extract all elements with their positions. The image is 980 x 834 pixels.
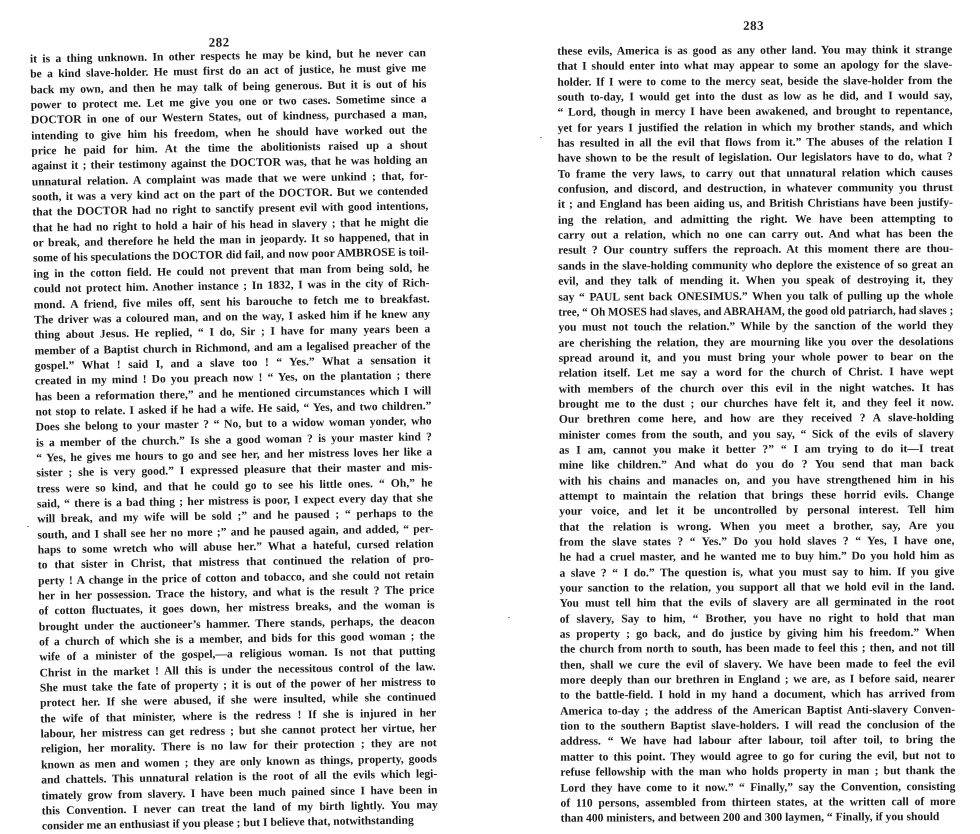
- text-line: “ Yes, he gives me hours to go and see her, and her mistress loves her like a: [36, 445, 433, 465]
- text-line: a slave ? “ I do.” The question is, what you must say to him. If you give: [559, 564, 955, 580]
- text-line: ing the relation, and admitting the right. We have been attempting to: [557, 211, 953, 227]
- text-line: you must not touch the relation.” While by the sanction of the world they: [558, 319, 954, 334]
- text-line: intending to give him his freedom, when he should have worked out the: [31, 123, 428, 143]
- text-line: be a kind slave-holder. He must first do an act of justice, he must give me: [30, 61, 427, 81]
- text-line: of cotton fluctuates, it goes down, her mistress breaks, and the woman is: [38, 598, 435, 618]
- text-line: She must take the fate of property ; it is out of the power of her mistress to: [39, 675, 436, 695]
- text-line: thing about Jesus. He replied, “ I do, Sir ; I have for many years been a: [34, 322, 431, 342]
- text-line: holder. If I were to come to the mercy seat, beside the slave-holder from the: [557, 73, 953, 89]
- text-line: or break, and therefore he held the man in jeopardy. It so happened, that in: [32, 230, 429, 250]
- text-line: then, shall we cure the evil of slavery. We have been made to feel the evil: [559, 656, 955, 672]
- text-line: against it ; their testimony against the DOCTOR was, that he was holding an: [31, 153, 428, 173]
- text-line: ing in the cotton field. He could not prevent that man from being sold, he: [33, 261, 430, 281]
- text-line: perty ! A change in the price of cotton and tobacco, and she could not retain: [38, 567, 435, 588]
- text-line: back my own, and then he may talk of being generous. But it is out of his: [30, 77, 427, 97]
- text-line: to the battle-field. I hold in my hand a document, which has arrived from: [560, 687, 956, 703]
- text-line: tress were so kind, and that he could go to see his little ones. “ Oh,” he: [36, 475, 433, 496]
- text-line: carry out a relation, which no one can carry out. And what has been the: [557, 227, 954, 242]
- text-line: more deeply than our brethren in England ; we are, as I before said, nearer: [559, 672, 955, 687]
- text-line: are cherishing the relation, they are mourning like you over the desolations: [558, 334, 954, 350]
- scan-speck: [27, 526, 29, 527]
- text-line: wife of a minister of the gospel,—a religious woman. Is not that putting: [39, 644, 436, 664]
- text-line: known as men and women ; they are only known as things, property, goods: [40, 752, 438, 772]
- text-line: religion, her morality. There is no law for their protection ; they are not: [40, 736, 437, 756]
- text-line: attempt to maintain the relation that brings these horrid evils. Change: [559, 487, 955, 503]
- text-line: of 110 persons, assembled from thirteen states, at the written call of more: [560, 794, 956, 810]
- text-line: spread around it, and you must bring your whole power to bear on the: [558, 349, 954, 365]
- page-number: 283: [743, 17, 765, 33]
- text-line: has been a reformation there,” and he mentioned circumstances which I will: [35, 383, 432, 404]
- text-line: from the slave states ? “ Yes.” Do you hold slaves ? “ Yes, I have one,: [559, 533, 955, 549]
- text-line: the wife of that minister, where is the redress ! If she is injured in her: [40, 706, 437, 726]
- text-line: tree, “ Oh MOSES had slaves, and ABRAHAM, the good old patriarch, had slaves ;: [558, 303, 954, 319]
- text-line: your sanction to the relation, you support all that we hold evil in the land.: [559, 580, 955, 595]
- text-line: sooth, it was a very kind act on the part of the DOCTOR. But we contended: [31, 184, 429, 204]
- text-line: south to-day, I would get into the dust as low as he did, and I would say,: [557, 89, 953, 104]
- text-line: this Convention. I never can treat the land of my birth lightly. You may: [41, 798, 438, 818]
- text-line: tion to the southern Baptist slave-holders. I will read the conclusion of the: [560, 718, 956, 733]
- text-line: You must tell him that the evils of slavery are all germinated in the root: [559, 595, 955, 611]
- text-line: Our brethren come here, and how are they received ? A slave-holding: [558, 411, 954, 426]
- text-line: refuse fellowship with the man who holds property in man ; but thank the: [560, 764, 956, 779]
- text-line: as I am, cannot you make it better ?” “ I am trying to do it—I treat: [558, 441, 954, 457]
- text-line: haps to some wretch who will abuse her.” What a hateful, cursed relation: [37, 537, 434, 557]
- text-line: could not protect him. Another instance ; In 1832, I was in the city of Rich-: [33, 276, 430, 296]
- text-line: created in my mind ! Do you preach now ! “ Yes, on the plantation ; there: [34, 368, 432, 388]
- text-line: relation itself. Let me say a word for the church of Christ. I have wept: [558, 365, 954, 380]
- text-line: sister ; she is very good.” I expressed pleasure that their master and mis-: [36, 460, 433, 480]
- text-line: Christ in the market ! All this is under the necessitous control of the law.: [39, 659, 436, 680]
- text-line: with members of the church over this evil in the night watches. It has: [558, 380, 954, 396]
- text-line: mond. A friend, five miles off, sent his barouche to fetch me to breakfast.: [33, 291, 430, 312]
- text-line: power to protect me. Let me give you one or two cases. Sometime since a: [30, 92, 427, 112]
- text-line: it ; and England has been aiding us, and British Christians have been justify-: [557, 196, 953, 212]
- text-line: brought under the auctioneer’s hammer. There stands, perhaps, the deacon: [38, 613, 435, 634]
- scan-speck: [508, 617, 510, 618]
- text-line: is a member of the church.” Is she a good woman ? is your master kind ?: [35, 429, 433, 450]
- text-line: DOCTOR in one of our Western States, out of kindness, purchased a man,: [30, 107, 427, 127]
- text-line: and chattels. This unnatural relation is the root of all the evils which legi-: [41, 767, 438, 787]
- text-line: evil, and they talk of mending it. When you speak of destroying it, they: [558, 273, 954, 288]
- text-line: has resulted in all the evil that flows from it.” The abuses of the relation I: [557, 135, 953, 150]
- text-line: not stop to relate. I asked if he had a wife. He said, “ Yes, and two children.”: [35, 399, 432, 419]
- text-line: that he had no right to hold a hair of his head in slavery ; that he might die: [32, 215, 429, 235]
- text-line: her in her possession. Trace the history, and what is the result ? The price: [38, 583, 435, 603]
- text-line: will break, and my wife will be sold ;” and he paused ; “ perhaps to the: [37, 506, 434, 526]
- text-line: Does she belong to your master ? “ No, but to a widow woman yonder, who: [35, 414, 432, 434]
- text-line: that the relation is wrong. When you meet a brother, say, Are you: [559, 518, 955, 534]
- text-line: say “ PAUL sent back ONESIMUS.” When you talk of pulling up the whole: [558, 288, 954, 304]
- text-line: sands in the slave-holding community who deplore the existence of so great an: [558, 257, 954, 273]
- text-line: of a church of which she is a member, and bids for this good woman ; the: [38, 629, 436, 649]
- text-line: as property ; go back, and do justice by giving him his freedom.” When: [559, 626, 955, 641]
- text-line: that I should enter into what may appear to some an apology for the slave-: [557, 58, 953, 74]
- text-line: of slavery, Say to him, “ Brother, you have no right to hold that man: [559, 610, 955, 626]
- text-line: brought me to the dust ; our churches have felt it, and they feel it now.: [558, 395, 954, 411]
- text-line: than 400 ministers, and between 200 and 300 laymen, “ Finally, if you should: [560, 810, 940, 825]
- text-line: south, and I shall see her no more ;” and he paused again, and added, “ per-: [37, 521, 434, 542]
- text-line: these evils, America is as good as any other land. You may think it strange: [557, 42, 953, 58]
- text-line: that the DOCTOR had no right to sanctify present evil with good intentions,: [32, 199, 429, 219]
- text-line: “ Lord, though in mercy I have been awakened, and brought to repentance,: [557, 104, 953, 120]
- text-line: The driver was a coloured man, and on the way, I asked him if he knew any: [33, 307, 431, 327]
- text-line: matter to this point. They would agree to go for curing the evil, but not to: [560, 748, 956, 764]
- text-line: said, “ there is a bad thing ; her mistress is poor, I expect every day that she: [36, 491, 433, 511]
- text-line: mine like children.” And what do you do ? You send that man back: [559, 457, 955, 472]
- text-line: confusion, and discord, and destruction, in whatever community you thrust: [557, 181, 953, 196]
- text-line: America to-day ; the address of the American Baptist Anti-slavery Conven-: [560, 702, 956, 718]
- text-line: gospel.” What ! said I, and a slave too ! “ Yes.” What a sensation it: [34, 353, 431, 373]
- text-line: with his chains and manacles on, and you have strengthened him in his: [559, 472, 955, 488]
- page-body-text: [557, 42, 955, 826]
- text-line: unnatural relation. A complaint was made that we were unkind ; that, for-: [31, 169, 428, 189]
- text-line: Lord they have come to it now.” “ Finally,” say the Convention, consisting: [560, 779, 956, 795]
- text-line: timately grow from slavery. I have been much pained since I have been in: [41, 782, 438, 802]
- right-page: [490, 0, 980, 825]
- page-body-text: [30, 45, 438, 834]
- text-line: have shown to be the result of legislation. Our legislators have to do, what ?: [557, 150, 953, 166]
- text-line: the church from north to south, has been made to feel this ; then, and not till: [559, 641, 955, 657]
- text-line: he had a cruel master, and he wanted me to buy him.” Do you hold him as: [559, 549, 955, 565]
- scan-speck: [540, 137, 542, 138]
- text-line: consider me an enthusiast if you please ; but I believe that, notwithstanding: [41, 813, 414, 833]
- text-line: minister comes from the south, and you say, “ Sick of the evils of slavery: [558, 426, 954, 442]
- page-number: 282: [208, 34, 230, 50]
- text-line: price he paid for him. At the time the abolitionists raised up a shout: [31, 138, 428, 158]
- text-line: labour, her mistress can get redress ; but she cannot protect her virtue, her: [40, 721, 437, 741]
- text-line: some of his speculations the DOCTOR did fail, and now poor AMBROSE is toil-: [32, 245, 429, 265]
- text-line: address. “ We have had labour after labour, toil after toil, to bring the: [560, 733, 956, 749]
- text-line: protect her. If she were abused, if she were insulted, while she continued: [39, 690, 437, 710]
- text-line: member of a Baptist church in Richmond, and am a legalised preacher of the: [34, 337, 431, 358]
- text-line: your voice, and let it be uncontrolled by personal interest. Tell him: [559, 503, 955, 519]
- text-line: result ? Our country suffers the reproach. At this moment there are thou-: [558, 242, 954, 258]
- text-line: to that sister in Christ, that mistress that continued the relation of pro-: [37, 552, 434, 572]
- text-line: it is a thing unknown. In other respects he may be kind, but he never can: [29, 46, 426, 66]
- text-line: To frame the very laws, to carry out that unnatural relation which causes: [557, 165, 953, 181]
- text-line: yet for years I justified the relation in which my brother stands, and which: [557, 119, 953, 135]
